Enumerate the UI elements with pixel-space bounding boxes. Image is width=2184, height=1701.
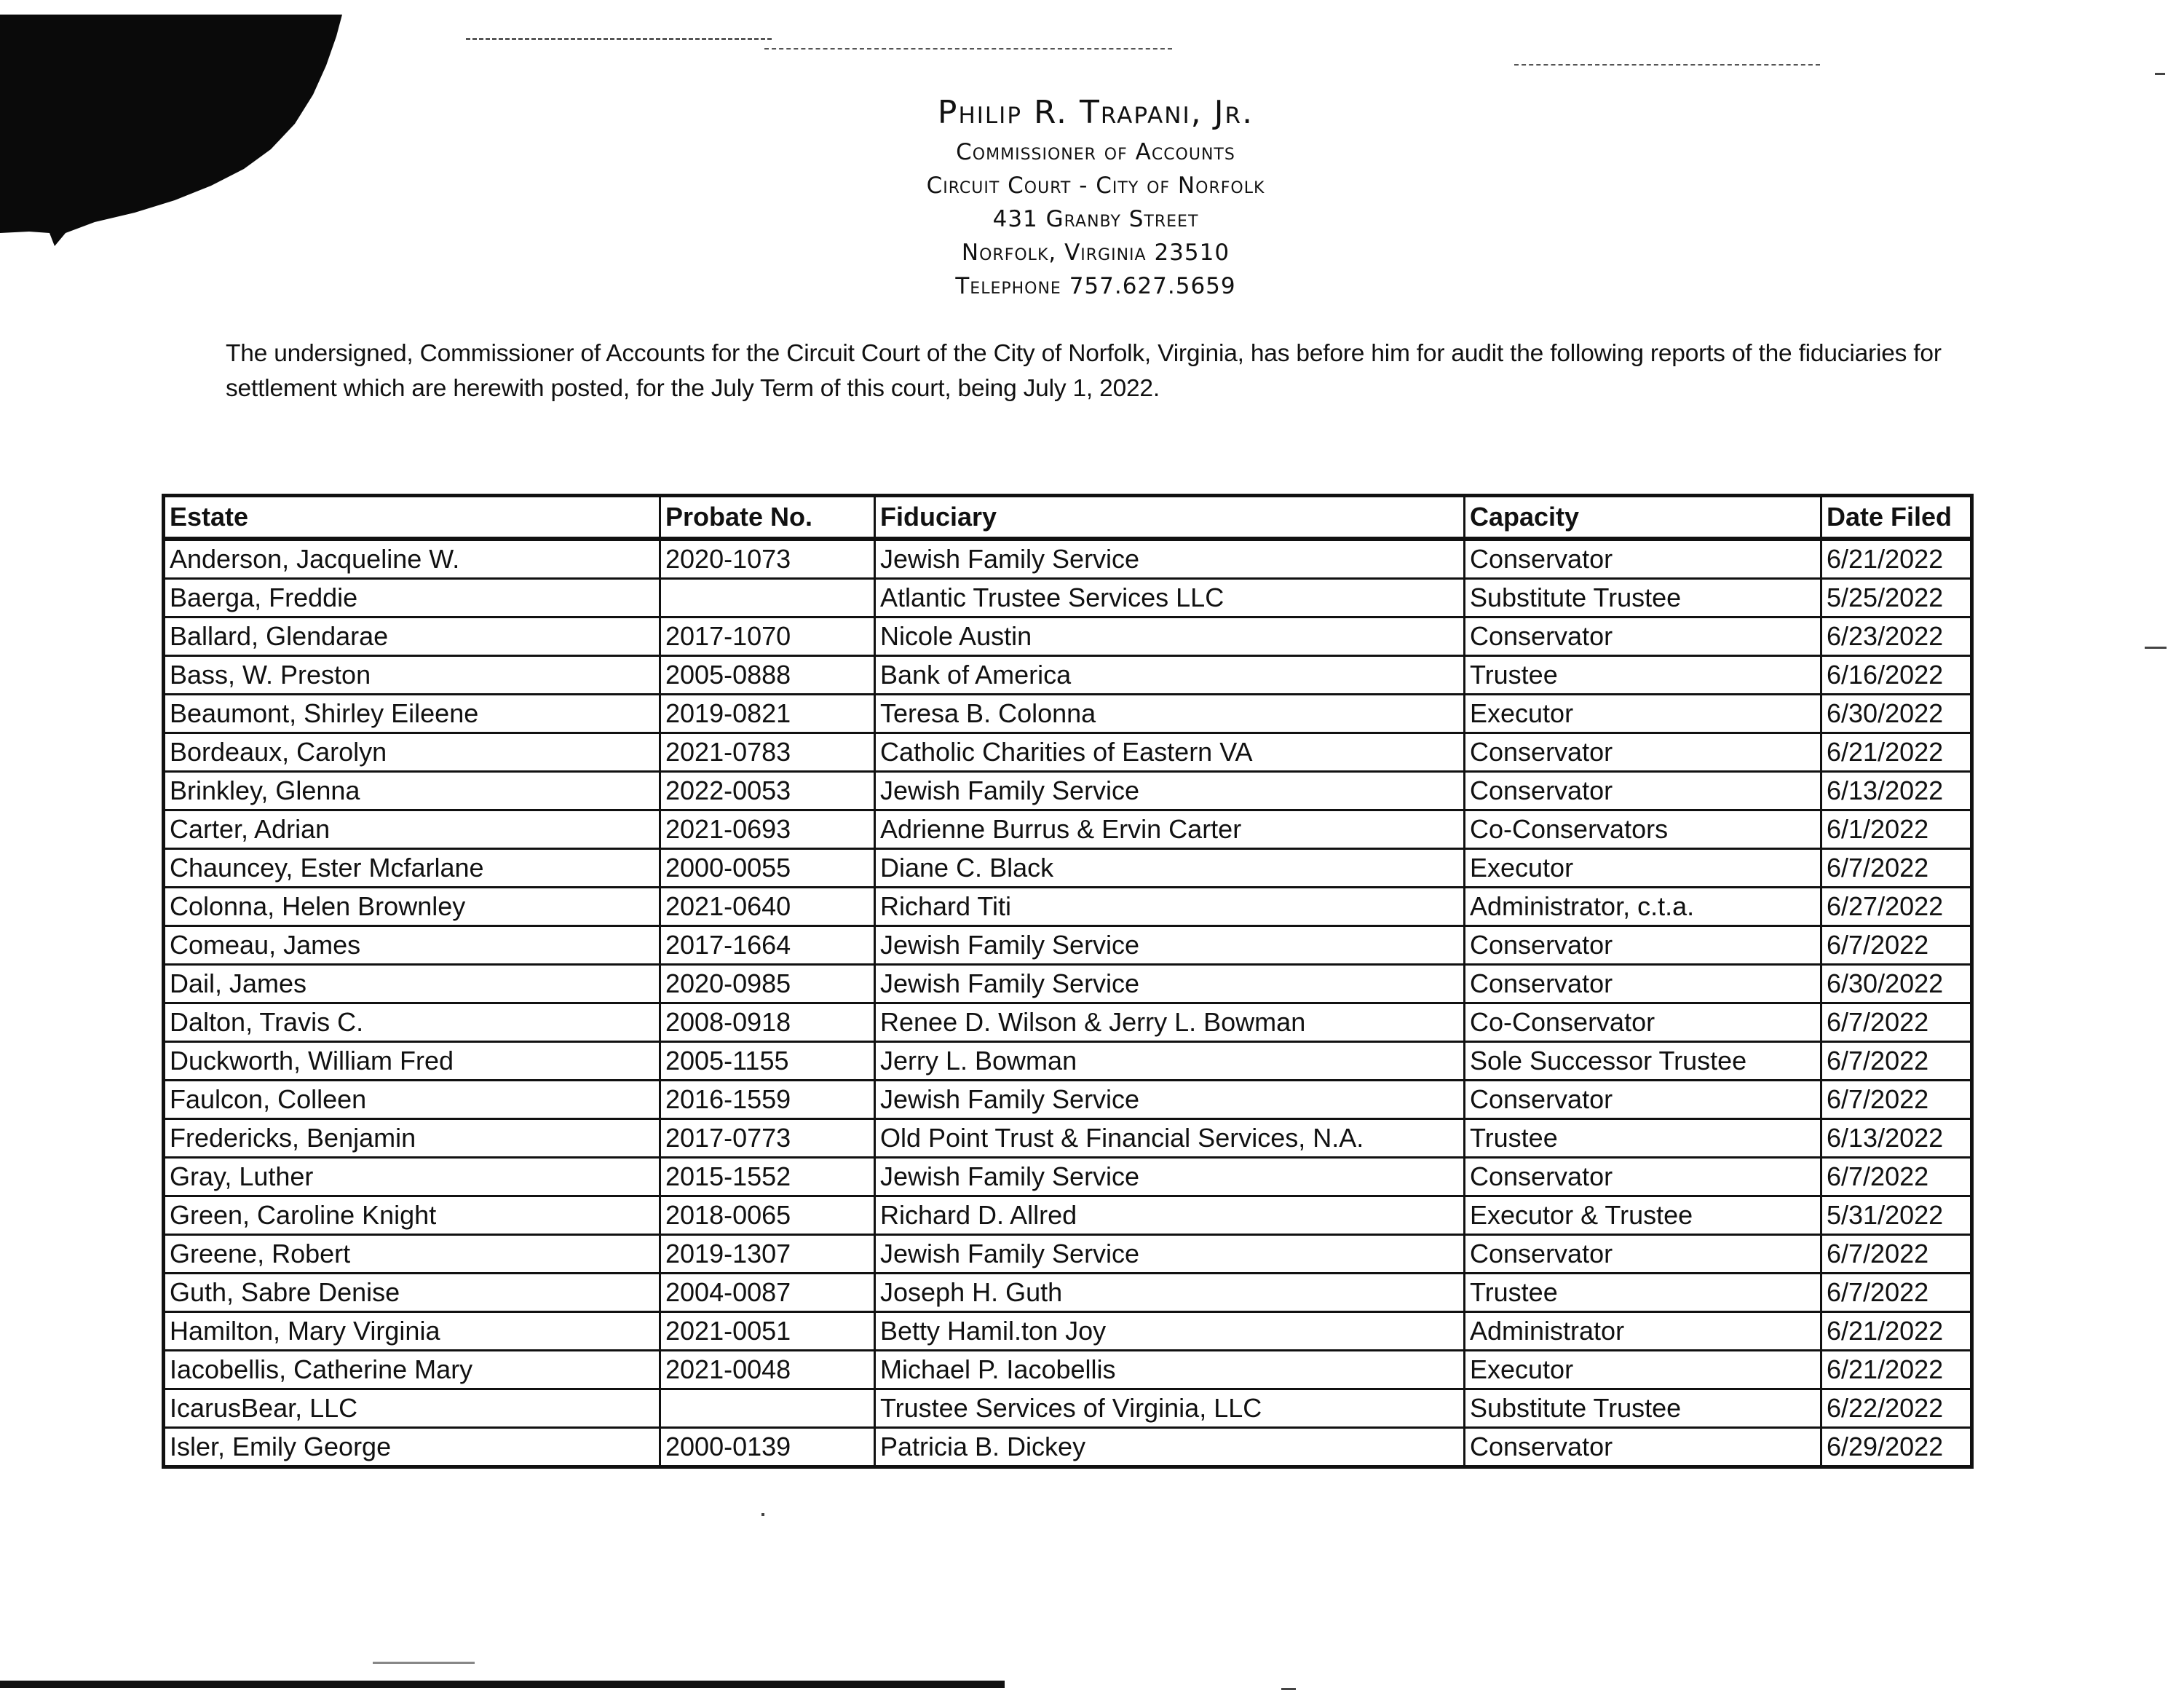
cell-capacity: Executor [1465,1351,1821,1389]
cell-capacity: Trustee [1465,656,1821,695]
cell-probate-no: 2008-0918 [660,1003,875,1042]
cell-estate: Colonna, Helen Brownley [164,888,660,926]
cell-estate: Dail, James [164,965,660,1003]
cell-estate: Faulcon, Colleen [164,1081,660,1119]
cell-estate: IcarusBear, LLC [164,1389,660,1428]
cell-fiduciary: Nicole Austin [875,617,1465,656]
scan-artifact [466,38,772,40]
cell-capacity: Executor & Trustee [1465,1196,1821,1235]
cell-estate: Carter, Adrian [164,810,660,849]
cell-estate: Guth, Sabre Denise [164,1274,660,1312]
cell-probate-no: 2000-0055 [660,849,875,888]
table-row [164,849,1972,888]
cell-capacity: Executor [1465,695,1821,733]
cell-estate: Anderson, Jacqueline W. [164,539,660,579]
cell-date-filed: 6/21/2022 [1821,733,1972,772]
cell-capacity: Conservator [1465,1158,1821,1196]
table-row [164,1389,1972,1428]
cell-probate-no [660,1389,875,1428]
scan-artifact [761,1513,764,1516]
cell-date-filed: 6/7/2022 [1821,1003,1972,1042]
cell-date-filed: 6/27/2022 [1821,888,1972,926]
table-row [164,539,1972,579]
cell-capacity: Co-Conservator [1465,1003,1821,1042]
cell-capacity: Substitute Trustee [1465,579,1821,617]
cell-fiduciary: Betty Hamil.ton Joy [875,1312,1465,1351]
cell-estate: Bordeaux, Carolyn [164,733,660,772]
header-probate-no: Probate No. [660,496,875,540]
scan-artifact [373,1662,475,1664]
cell-estate: Brinkley, Glenna [164,772,660,810]
cell-estate: Baerga, Freddie [164,579,660,617]
letterhead [655,90,1536,303]
street-address: 431 Granby Street [992,206,1199,232]
cell-capacity: Substitute Trustee [1465,1389,1821,1428]
cell-date-filed: 6/7/2022 [1821,849,1972,888]
cell-probate-no: 2021-0693 [660,810,875,849]
cell-probate-no: 2000-0139 [660,1428,875,1467]
cell-fiduciary: Trustee Services of Virginia, LLC [875,1389,1465,1428]
cell-probate-no: 2016-1559 [660,1081,875,1119]
table-row [164,888,1972,926]
cell-capacity: Executor [1465,849,1821,888]
scan-artifact [2155,73,2165,75]
cell-fiduciary: Bank of America [875,656,1465,695]
cell-fiduciary: Catholic Charities of Eastern VA [875,733,1465,772]
cell-probate-no: 2018-0065 [660,1196,875,1235]
header-fiduciary: Fiduciary [875,496,1465,540]
cell-fiduciary: Atlantic Trustee Services LLC [875,579,1465,617]
cell-date-filed: 6/29/2022 [1821,1428,1972,1467]
cell-estate: Iacobellis, Catherine Mary [164,1351,660,1389]
cell-capacity: Trustee [1465,1119,1821,1158]
cell-date-filed: 5/31/2022 [1821,1196,1972,1235]
cell-capacity: Administrator, c.t.a. [1465,888,1821,926]
cell-capacity: Conservator [1465,926,1821,965]
court-name: Circuit Court - City of Norfolk [926,173,1265,199]
cell-fiduciary: Jewish Family Service [875,772,1465,810]
cell-probate-no: 2021-0640 [660,888,875,926]
commissioner-title: Commissioner of Accounts [956,139,1235,165]
cell-fiduciary: Richard D. Allred [875,1196,1465,1235]
city-state-zip: Norfolk, Virginia 23510 [961,240,1230,266]
table-row [164,1312,1972,1351]
cell-fiduciary: Teresa B. Colonna [875,695,1465,733]
cell-capacity: Conservator [1465,539,1821,579]
cell-fiduciary: Jewish Family Service [875,1081,1465,1119]
cell-date-filed: 6/7/2022 [1821,1158,1972,1196]
cell-date-filed: 6/30/2022 [1821,695,1972,733]
cell-date-filed: 6/7/2022 [1821,1274,1972,1312]
table-row [164,1119,1972,1158]
cell-fiduciary: Jewish Family Service [875,1158,1465,1196]
cell-fiduciary: Jewish Family Service [875,965,1465,1003]
cell-capacity: Administrator [1465,1312,1821,1351]
scan-artifact [1281,1688,1296,1690]
cell-date-filed: 6/23/2022 [1821,617,1972,656]
cell-date-filed: 6/7/2022 [1821,1042,1972,1081]
cell-estate: Ballard, Glendarae [164,617,660,656]
cell-probate-no: 2005-0888 [660,656,875,695]
cell-fiduciary: Patricia B. Dickey [875,1428,1465,1467]
cell-date-filed: 6/1/2022 [1821,810,1972,849]
cell-capacity: Conservator [1465,965,1821,1003]
cell-date-filed: 6/7/2022 [1821,1235,1972,1274]
cell-probate-no: 2017-1070 [660,617,875,656]
scan-artifact [2145,647,2167,649]
cell-probate-no: 2019-0821 [660,695,875,733]
header-date-filed: Date Filed [1821,496,1972,540]
telephone: Telephone 757.627.5659 [955,273,1236,299]
cell-fiduciary: Adrienne Burrus & Ervin Carter [875,810,1465,849]
table-row [164,1042,1972,1081]
cell-date-filed: 6/21/2022 [1821,1351,1972,1389]
table-row [164,965,1972,1003]
table-row [164,1351,1972,1389]
scan-artifact [764,48,1172,50]
cell-date-filed: 6/7/2022 [1821,926,1972,965]
cell-date-filed: 6/22/2022 [1821,1389,1972,1428]
table-row [164,656,1972,695]
cell-estate: Isler, Emily George [164,1428,660,1467]
cell-capacity: Conservator [1465,772,1821,810]
cell-probate-no: 2015-1552 [660,1158,875,1196]
cell-estate: Greene, Robert [164,1235,660,1274]
table-row [164,617,1972,656]
table-row [164,772,1972,810]
cell-estate: Comeau, James [164,926,660,965]
table-row [164,1428,1972,1467]
cell-probate-no: 2021-0048 [660,1351,875,1389]
table-row [164,1003,1972,1042]
cell-estate: Gray, Luther [164,1158,660,1196]
cell-capacity: Conservator [1465,617,1821,656]
cell-date-filed: 6/7/2022 [1821,1081,1972,1119]
fiduciary-reports-table [162,494,1974,1469]
cell-date-filed: 6/21/2022 [1821,1312,1972,1351]
cell-capacity: Co-Conservators [1465,810,1821,849]
cell-probate-no: 2017-0773 [660,1119,875,1158]
table-row [164,810,1972,849]
cell-capacity: Conservator [1465,1428,1821,1467]
table-row [164,579,1972,617]
cell-date-filed: 6/13/2022 [1821,772,1972,810]
table-row [164,926,1972,965]
cell-probate-no: 2020-1073 [660,539,875,579]
commissioner-name: Philip R. Trapani, Jr. [937,94,1254,131]
cell-estate: Hamilton, Mary Virginia [164,1312,660,1351]
cell-date-filed: 6/13/2022 [1821,1119,1972,1158]
cell-date-filed: 5/25/2022 [1821,579,1972,617]
cell-estate: Fredericks, Benjamin [164,1119,660,1158]
table-row [164,1081,1972,1119]
cell-estate: Duckworth, William Fred [164,1042,660,1081]
cell-fiduciary: Michael P. Iacobellis [875,1351,1465,1389]
scan-artifact [0,1681,1005,1688]
intro-paragraph: The undersigned, Commissioner of Accounts for the Circuit Court of the City of Norfolk, Virginia, has before him for audit the following reports of the fiduciaries for settlement which are herewith posted, for the July Term of this court, being July 1, 2022. [226,340,1942,402]
table-row [164,695,1972,733]
cell-fiduciary: Jewish Family Service [875,926,1465,965]
cell-fiduciary: Jerry L. Bowman [875,1042,1465,1081]
cell-date-filed: 6/16/2022 [1821,656,1972,695]
cell-probate-no: 2017-1664 [660,926,875,965]
cell-capacity: Conservator [1465,733,1821,772]
cell-probate-no: 2022-0053 [660,772,875,810]
cell-fiduciary: Jewish Family Service [875,1235,1465,1274]
cell-fiduciary: Joseph H. Guth [875,1274,1465,1312]
cell-estate: Beaumont, Shirley Eileene [164,695,660,733]
table-row [164,1274,1972,1312]
cell-date-filed: 6/21/2022 [1821,539,1972,579]
cell-fiduciary: Jewish Family Service [875,539,1465,579]
cell-fiduciary: Old Point Trust & Financial Services, N.A. [875,1119,1465,1158]
cell-probate-no [660,579,875,617]
table-row [164,1158,1972,1196]
cell-fiduciary: Richard Titi [875,888,1465,926]
cell-probate-no: 2004-0087 [660,1274,875,1312]
cell-probate-no: 2019-1307 [660,1235,875,1274]
cell-estate: Dalton, Travis C. [164,1003,660,1042]
table-row [164,1196,1972,1235]
cell-capacity: Conservator [1465,1235,1821,1274]
scan-blot [0,15,349,262]
cell-estate: Bass, W. Preston [164,656,660,695]
cell-capacity: Conservator [1465,1081,1821,1119]
header-capacity: Capacity [1465,496,1821,540]
cell-probate-no: 2005-1155 [660,1042,875,1081]
cell-estate: Green, Caroline Knight [164,1196,660,1235]
scan-artifact [1514,64,1820,66]
table-row [164,1235,1972,1274]
cell-fiduciary: Renee D. Wilson & Jerry L. Bowman [875,1003,1465,1042]
cell-probate-no: 2021-0783 [660,733,875,772]
cell-estate: Chauncey, Ester Mcfarlane [164,849,660,888]
cell-probate-no: 2021-0051 [660,1312,875,1351]
table-row [164,733,1972,772]
cell-capacity: Trustee [1465,1274,1821,1312]
cell-probate-no: 2020-0985 [660,965,875,1003]
cell-capacity: Sole Successor Trustee [1465,1042,1821,1081]
cell-date-filed: 6/30/2022 [1821,965,1972,1003]
header-estate: Estate [164,496,660,540]
table-header-row [164,496,1972,540]
cell-fiduciary: Diane C. Black [875,849,1465,888]
